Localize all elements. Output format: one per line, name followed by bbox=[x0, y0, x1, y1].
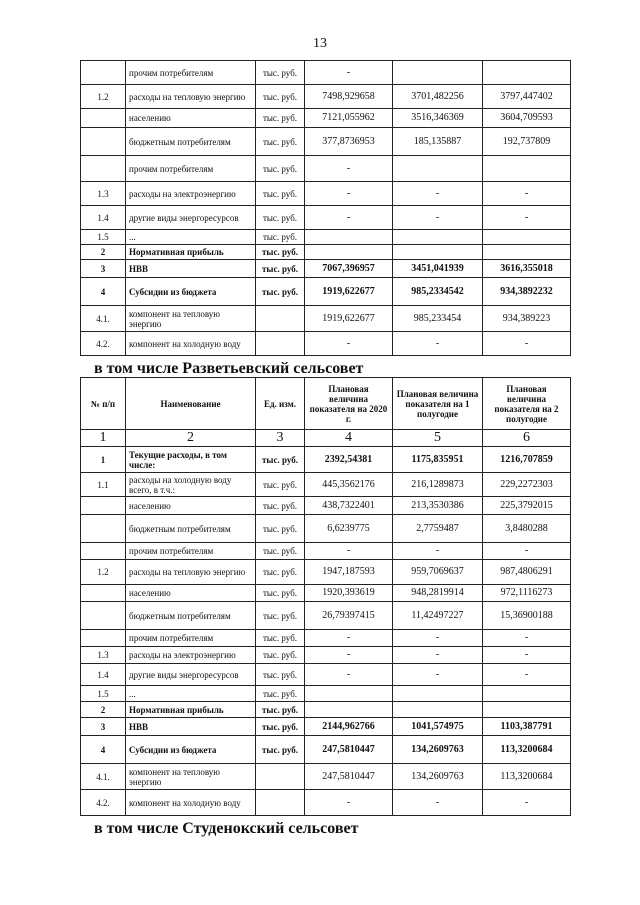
row-name: бюджетным потребителям bbox=[126, 128, 256, 156]
row-unit: тыс. руб. bbox=[256, 447, 305, 473]
table-row bbox=[81, 686, 571, 702]
row-unit: тыс. руб. bbox=[256, 664, 305, 686]
row-unit: тыс. руб. bbox=[256, 718, 305, 736]
row-number: 2 bbox=[81, 245, 126, 260]
value-plan-h2 bbox=[483, 156, 571, 182]
table-row bbox=[81, 61, 571, 85]
value-plan-h2: 15,36900188 bbox=[483, 602, 571, 630]
row-name: прочим потребителям bbox=[126, 156, 256, 182]
row-unit: тыс. руб. bbox=[256, 109, 305, 128]
value-plan-2020: 438,7322401 bbox=[305, 497, 393, 515]
row-unit bbox=[256, 306, 305, 332]
value-plan-h2: 229,2272303 bbox=[483, 473, 571, 497]
table-row bbox=[81, 182, 571, 206]
value-plan-h1: 216,1289873 bbox=[393, 473, 483, 497]
row-name: расходы на тепловую энергию bbox=[126, 85, 256, 109]
value-plan-h1 bbox=[393, 686, 483, 702]
value-plan-h1: 1041,574975 bbox=[393, 718, 483, 736]
value-plan-h2: - bbox=[483, 790, 571, 816]
table-row bbox=[81, 790, 571, 816]
row-name: другие виды энергоресурсов bbox=[126, 664, 256, 686]
row-number: 1.3 bbox=[81, 182, 126, 206]
value-plan-h1: - bbox=[393, 647, 483, 664]
value-plan-h1: 134,2609763 bbox=[393, 764, 483, 790]
colnum-2: 2 bbox=[126, 430, 256, 447]
value-plan-h2: 192,737809 bbox=[483, 128, 571, 156]
value-plan-h2: 3616,355018 bbox=[483, 260, 571, 278]
row-unit: тыс. руб. bbox=[256, 128, 305, 156]
table-row bbox=[81, 718, 571, 736]
row-number: 1.5 bbox=[81, 686, 126, 702]
value-plan-2020 bbox=[305, 245, 393, 260]
row-unit: тыс. руб. bbox=[256, 156, 305, 182]
value-plan-h1: - bbox=[393, 332, 483, 356]
table-row bbox=[81, 602, 571, 630]
row-name: ... bbox=[126, 686, 256, 702]
row-number: 4 bbox=[81, 278, 126, 306]
row-number: 4.2. bbox=[81, 790, 126, 816]
row-number bbox=[81, 497, 126, 515]
value-plan-h1: - bbox=[393, 790, 483, 816]
value-plan-2020: - bbox=[305, 61, 393, 85]
section-heading-studenoksky: в том числе Студенокский сельсовет bbox=[94, 820, 359, 837]
value-plan-h2: - bbox=[483, 543, 571, 560]
table-row bbox=[81, 736, 571, 764]
value-plan-h2: 1103,387791 bbox=[483, 718, 571, 736]
value-plan-h1: 11,42497227 bbox=[393, 602, 483, 630]
row-unit: тыс. руб. bbox=[256, 543, 305, 560]
value-plan-h2: 113,3200684 bbox=[483, 764, 571, 790]
row-number bbox=[81, 515, 126, 543]
row-name: расходы на электроэнергию bbox=[126, 182, 256, 206]
value-plan-h2: - bbox=[483, 332, 571, 356]
row-name: Субсидии из бюджета bbox=[126, 736, 256, 764]
row-number: 1.2 bbox=[81, 560, 126, 585]
row-name: ... bbox=[126, 230, 256, 245]
value-plan-2020: 7498,929658 bbox=[305, 85, 393, 109]
row-number: 4.1. bbox=[81, 306, 126, 332]
row-name: бюджетным потребителям bbox=[126, 602, 256, 630]
value-plan-h2: 113,3200684 bbox=[483, 736, 571, 764]
value-plan-h1: 3701,482256 bbox=[393, 85, 483, 109]
colnum-3: 3 bbox=[256, 430, 305, 447]
table-row bbox=[81, 447, 571, 473]
value-plan-2020: 247,5810447 bbox=[305, 764, 393, 790]
value-plan-2020: - bbox=[305, 647, 393, 664]
row-number: 4.1. bbox=[81, 764, 126, 790]
row-name: компонент на холодную воду bbox=[126, 790, 256, 816]
row-name: НВВ bbox=[126, 260, 256, 278]
value-plan-h1: 185,135887 bbox=[393, 128, 483, 156]
row-number: 3 bbox=[81, 260, 126, 278]
value-plan-2020: - bbox=[305, 332, 393, 356]
row-name: Текущие расходы, в том числе: bbox=[126, 447, 256, 473]
value-plan-h1 bbox=[393, 702, 483, 718]
value-plan-2020 bbox=[305, 686, 393, 702]
value-plan-h2 bbox=[483, 61, 571, 85]
row-number bbox=[81, 543, 126, 560]
row-number: 1.5 bbox=[81, 230, 126, 245]
table-row bbox=[81, 515, 571, 543]
table-row bbox=[81, 543, 571, 560]
value-plan-2020: - bbox=[305, 790, 393, 816]
row-number: 1 bbox=[81, 447, 126, 473]
colnum-4: 4 bbox=[305, 430, 393, 447]
row-name: компонент на тепловую энергию bbox=[126, 764, 256, 790]
value-plan-2020: - bbox=[305, 156, 393, 182]
row-unit bbox=[256, 790, 305, 816]
value-plan-h1 bbox=[393, 245, 483, 260]
row-name: другие виды энергоресурсов bbox=[126, 206, 256, 230]
value-plan-2020: 1947,187593 bbox=[305, 560, 393, 585]
value-plan-h1 bbox=[393, 61, 483, 85]
section-heading-razvetievsky: в том числе Разветьевский сельсовет bbox=[94, 360, 364, 377]
row-number: 2 bbox=[81, 702, 126, 718]
colnum-5: 5 bbox=[393, 430, 483, 447]
row-name: Субсидии из бюджета bbox=[126, 278, 256, 306]
row-number: 1.4 bbox=[81, 206, 126, 230]
value-plan-h1: 959,7069637 bbox=[393, 560, 483, 585]
row-unit: тыс. руб. bbox=[256, 736, 305, 764]
value-plan-h1: 213,3530386 bbox=[393, 497, 483, 515]
value-plan-h2: 3797,447402 bbox=[483, 85, 571, 109]
row-name: прочим потребителям bbox=[126, 630, 256, 647]
row-unit: тыс. руб. bbox=[256, 602, 305, 630]
row-unit: тыс. руб. bbox=[256, 245, 305, 260]
value-plan-2020: 2392,54381 bbox=[305, 447, 393, 473]
value-plan-h1: 985,2334542 bbox=[393, 278, 483, 306]
value-plan-2020: 445,3562176 bbox=[305, 473, 393, 497]
header-plan-h2: Плановая величина показателя на 2 полугодие bbox=[483, 378, 571, 430]
row-name: бюджетным потребителям bbox=[126, 515, 256, 543]
table-row bbox=[81, 278, 571, 306]
value-plan-h1: - bbox=[393, 630, 483, 647]
value-plan-h2: 1216,707859 bbox=[483, 447, 571, 473]
value-plan-h1: 985,233454 bbox=[393, 306, 483, 332]
value-plan-h2: 3,8480288 bbox=[483, 515, 571, 543]
value-plan-2020: 7121,055962 bbox=[305, 109, 393, 128]
header-unit: Ед. изм. bbox=[256, 378, 305, 430]
row-unit: тыс. руб. bbox=[256, 647, 305, 664]
row-name: прочим потребителям bbox=[126, 61, 256, 85]
colnum-1: 1 bbox=[81, 430, 126, 447]
table-row bbox=[81, 473, 571, 497]
row-unit: тыс. руб. bbox=[256, 182, 305, 206]
value-plan-2020: - bbox=[305, 630, 393, 647]
row-unit bbox=[256, 764, 305, 790]
value-plan-h2 bbox=[483, 245, 571, 260]
row-unit: тыс. руб. bbox=[256, 560, 305, 585]
value-plan-h2: 225,3792015 bbox=[483, 497, 571, 515]
row-unit: тыс. руб. bbox=[256, 585, 305, 602]
row-number bbox=[81, 585, 126, 602]
table-row bbox=[81, 109, 571, 128]
value-plan-h2: 934,389223 bbox=[483, 306, 571, 332]
value-plan-2020 bbox=[305, 230, 393, 245]
row-unit: тыс. руб. bbox=[256, 85, 305, 109]
tariff-table-continued bbox=[80, 60, 571, 356]
row-name: расходы на электроэнергию bbox=[126, 647, 256, 664]
table-row bbox=[81, 128, 571, 156]
table-row bbox=[81, 630, 571, 647]
value-plan-2020: - bbox=[305, 543, 393, 560]
row-number: 1.2 bbox=[81, 85, 126, 109]
tariff-table-razvetievsky bbox=[80, 377, 571, 816]
value-plan-h1: 948,2819914 bbox=[393, 585, 483, 602]
value-plan-2020: 377,8736953 bbox=[305, 128, 393, 156]
value-plan-h2 bbox=[483, 686, 571, 702]
row-name: населению bbox=[126, 109, 256, 128]
value-plan-h2: 987,4806291 bbox=[483, 560, 571, 585]
row-unit: тыс. руб. bbox=[256, 230, 305, 245]
table-row bbox=[81, 560, 571, 585]
row-unit: тыс. руб. bbox=[256, 260, 305, 278]
table-row bbox=[81, 702, 571, 718]
row-number: 1.4 bbox=[81, 664, 126, 686]
row-name: прочим потребителям bbox=[126, 543, 256, 560]
table-row bbox=[81, 260, 571, 278]
row-name: Нормативная прибыль bbox=[126, 702, 256, 718]
row-name: компонент на холодную воду bbox=[126, 332, 256, 356]
row-unit: тыс. руб. bbox=[256, 497, 305, 515]
header-name: Наименование bbox=[126, 378, 256, 430]
value-plan-h2: - bbox=[483, 647, 571, 664]
value-plan-h2: 934,3892232 bbox=[483, 278, 571, 306]
value-plan-h1: 134,2609763 bbox=[393, 736, 483, 764]
row-name: расходы на тепловую энергию bbox=[126, 560, 256, 585]
table-row bbox=[81, 245, 571, 260]
row-unit: тыс. руб. bbox=[256, 61, 305, 85]
row-unit: тыс. руб. bbox=[256, 686, 305, 702]
row-number bbox=[81, 109, 126, 128]
row-number: 1.1 bbox=[81, 473, 126, 497]
row-unit: тыс. руб. bbox=[256, 206, 305, 230]
row-name: населению bbox=[126, 585, 256, 602]
row-number: 4.2. bbox=[81, 332, 126, 356]
row-name: НВВ bbox=[126, 718, 256, 736]
table-row bbox=[81, 764, 571, 790]
value-plan-h2: 972,1116273 bbox=[483, 585, 571, 602]
table-row bbox=[81, 85, 571, 109]
value-plan-h1 bbox=[393, 230, 483, 245]
row-name: расходы на холодную воду всего, в т.ч.: bbox=[126, 473, 256, 497]
row-unit: тыс. руб. bbox=[256, 630, 305, 647]
value-plan-h2: - bbox=[483, 630, 571, 647]
value-plan-2020: 7067,396957 bbox=[305, 260, 393, 278]
value-plan-2020: 26,79397415 bbox=[305, 602, 393, 630]
header-plan-h1: Плановая величина показателя на 1 полугодие bbox=[393, 378, 483, 430]
value-plan-2020: 6,6239775 bbox=[305, 515, 393, 543]
table-header-row bbox=[81, 378, 571, 430]
table-row bbox=[81, 206, 571, 230]
value-plan-h1: - bbox=[393, 664, 483, 686]
colnum-6: 6 bbox=[483, 430, 571, 447]
page-number: 13 bbox=[313, 36, 327, 51]
row-number bbox=[81, 630, 126, 647]
row-number bbox=[81, 128, 126, 156]
value-plan-h1: 3451,041939 bbox=[393, 260, 483, 278]
value-plan-h1: - bbox=[393, 543, 483, 560]
value-plan-2020 bbox=[305, 702, 393, 718]
row-number bbox=[81, 61, 126, 85]
row-number: 3 bbox=[81, 718, 126, 736]
value-plan-h1: - bbox=[393, 182, 483, 206]
table-row bbox=[81, 647, 571, 664]
row-number: 1.3 bbox=[81, 647, 126, 664]
value-plan-h2: 3604,709593 bbox=[483, 109, 571, 128]
row-number bbox=[81, 602, 126, 630]
value-plan-2020: - bbox=[305, 182, 393, 206]
row-number bbox=[81, 156, 126, 182]
table-row bbox=[81, 664, 571, 686]
value-plan-h2: - bbox=[483, 664, 571, 686]
value-plan-2020: 247,5810447 bbox=[305, 736, 393, 764]
row-unit: тыс. руб. bbox=[256, 473, 305, 497]
value-plan-h1: 1175,835951 bbox=[393, 447, 483, 473]
value-plan-h1: 2,7759487 bbox=[393, 515, 483, 543]
value-plan-2020: 2144,962766 bbox=[305, 718, 393, 736]
row-unit bbox=[256, 332, 305, 356]
header-num: № п/п bbox=[81, 378, 126, 430]
row-number: 4 bbox=[81, 736, 126, 764]
value-plan-2020: 1920,393619 bbox=[305, 585, 393, 602]
table-row bbox=[81, 156, 571, 182]
value-plan-h1: - bbox=[393, 206, 483, 230]
value-plan-2020: - bbox=[305, 206, 393, 230]
value-plan-2020: 1919,622677 bbox=[305, 306, 393, 332]
table-row bbox=[81, 332, 571, 356]
value-plan-h1: 3516,346369 bbox=[393, 109, 483, 128]
table-row bbox=[81, 230, 571, 245]
row-name: населению bbox=[126, 497, 256, 515]
row-unit: тыс. руб. bbox=[256, 515, 305, 543]
column-number-row bbox=[81, 430, 571, 447]
value-plan-h1 bbox=[393, 156, 483, 182]
row-unit: тыс. руб. bbox=[256, 278, 305, 306]
value-plan-2020: 1919,622677 bbox=[305, 278, 393, 306]
header-plan-2020: Плановая величина показателя на 2020 г. bbox=[305, 378, 393, 430]
row-unit: тыс. руб. bbox=[256, 702, 305, 718]
row-name: компонент на тепловую энергию bbox=[126, 306, 256, 332]
table-row bbox=[81, 497, 571, 515]
table-row bbox=[81, 585, 571, 602]
value-plan-h2 bbox=[483, 702, 571, 718]
row-name: Нормативная прибыль bbox=[126, 245, 256, 260]
table-row bbox=[81, 306, 571, 332]
value-plan-2020: - bbox=[305, 664, 393, 686]
value-plan-h2: - bbox=[483, 182, 571, 206]
value-plan-h2: - bbox=[483, 206, 571, 230]
value-plan-h2 bbox=[483, 230, 571, 245]
